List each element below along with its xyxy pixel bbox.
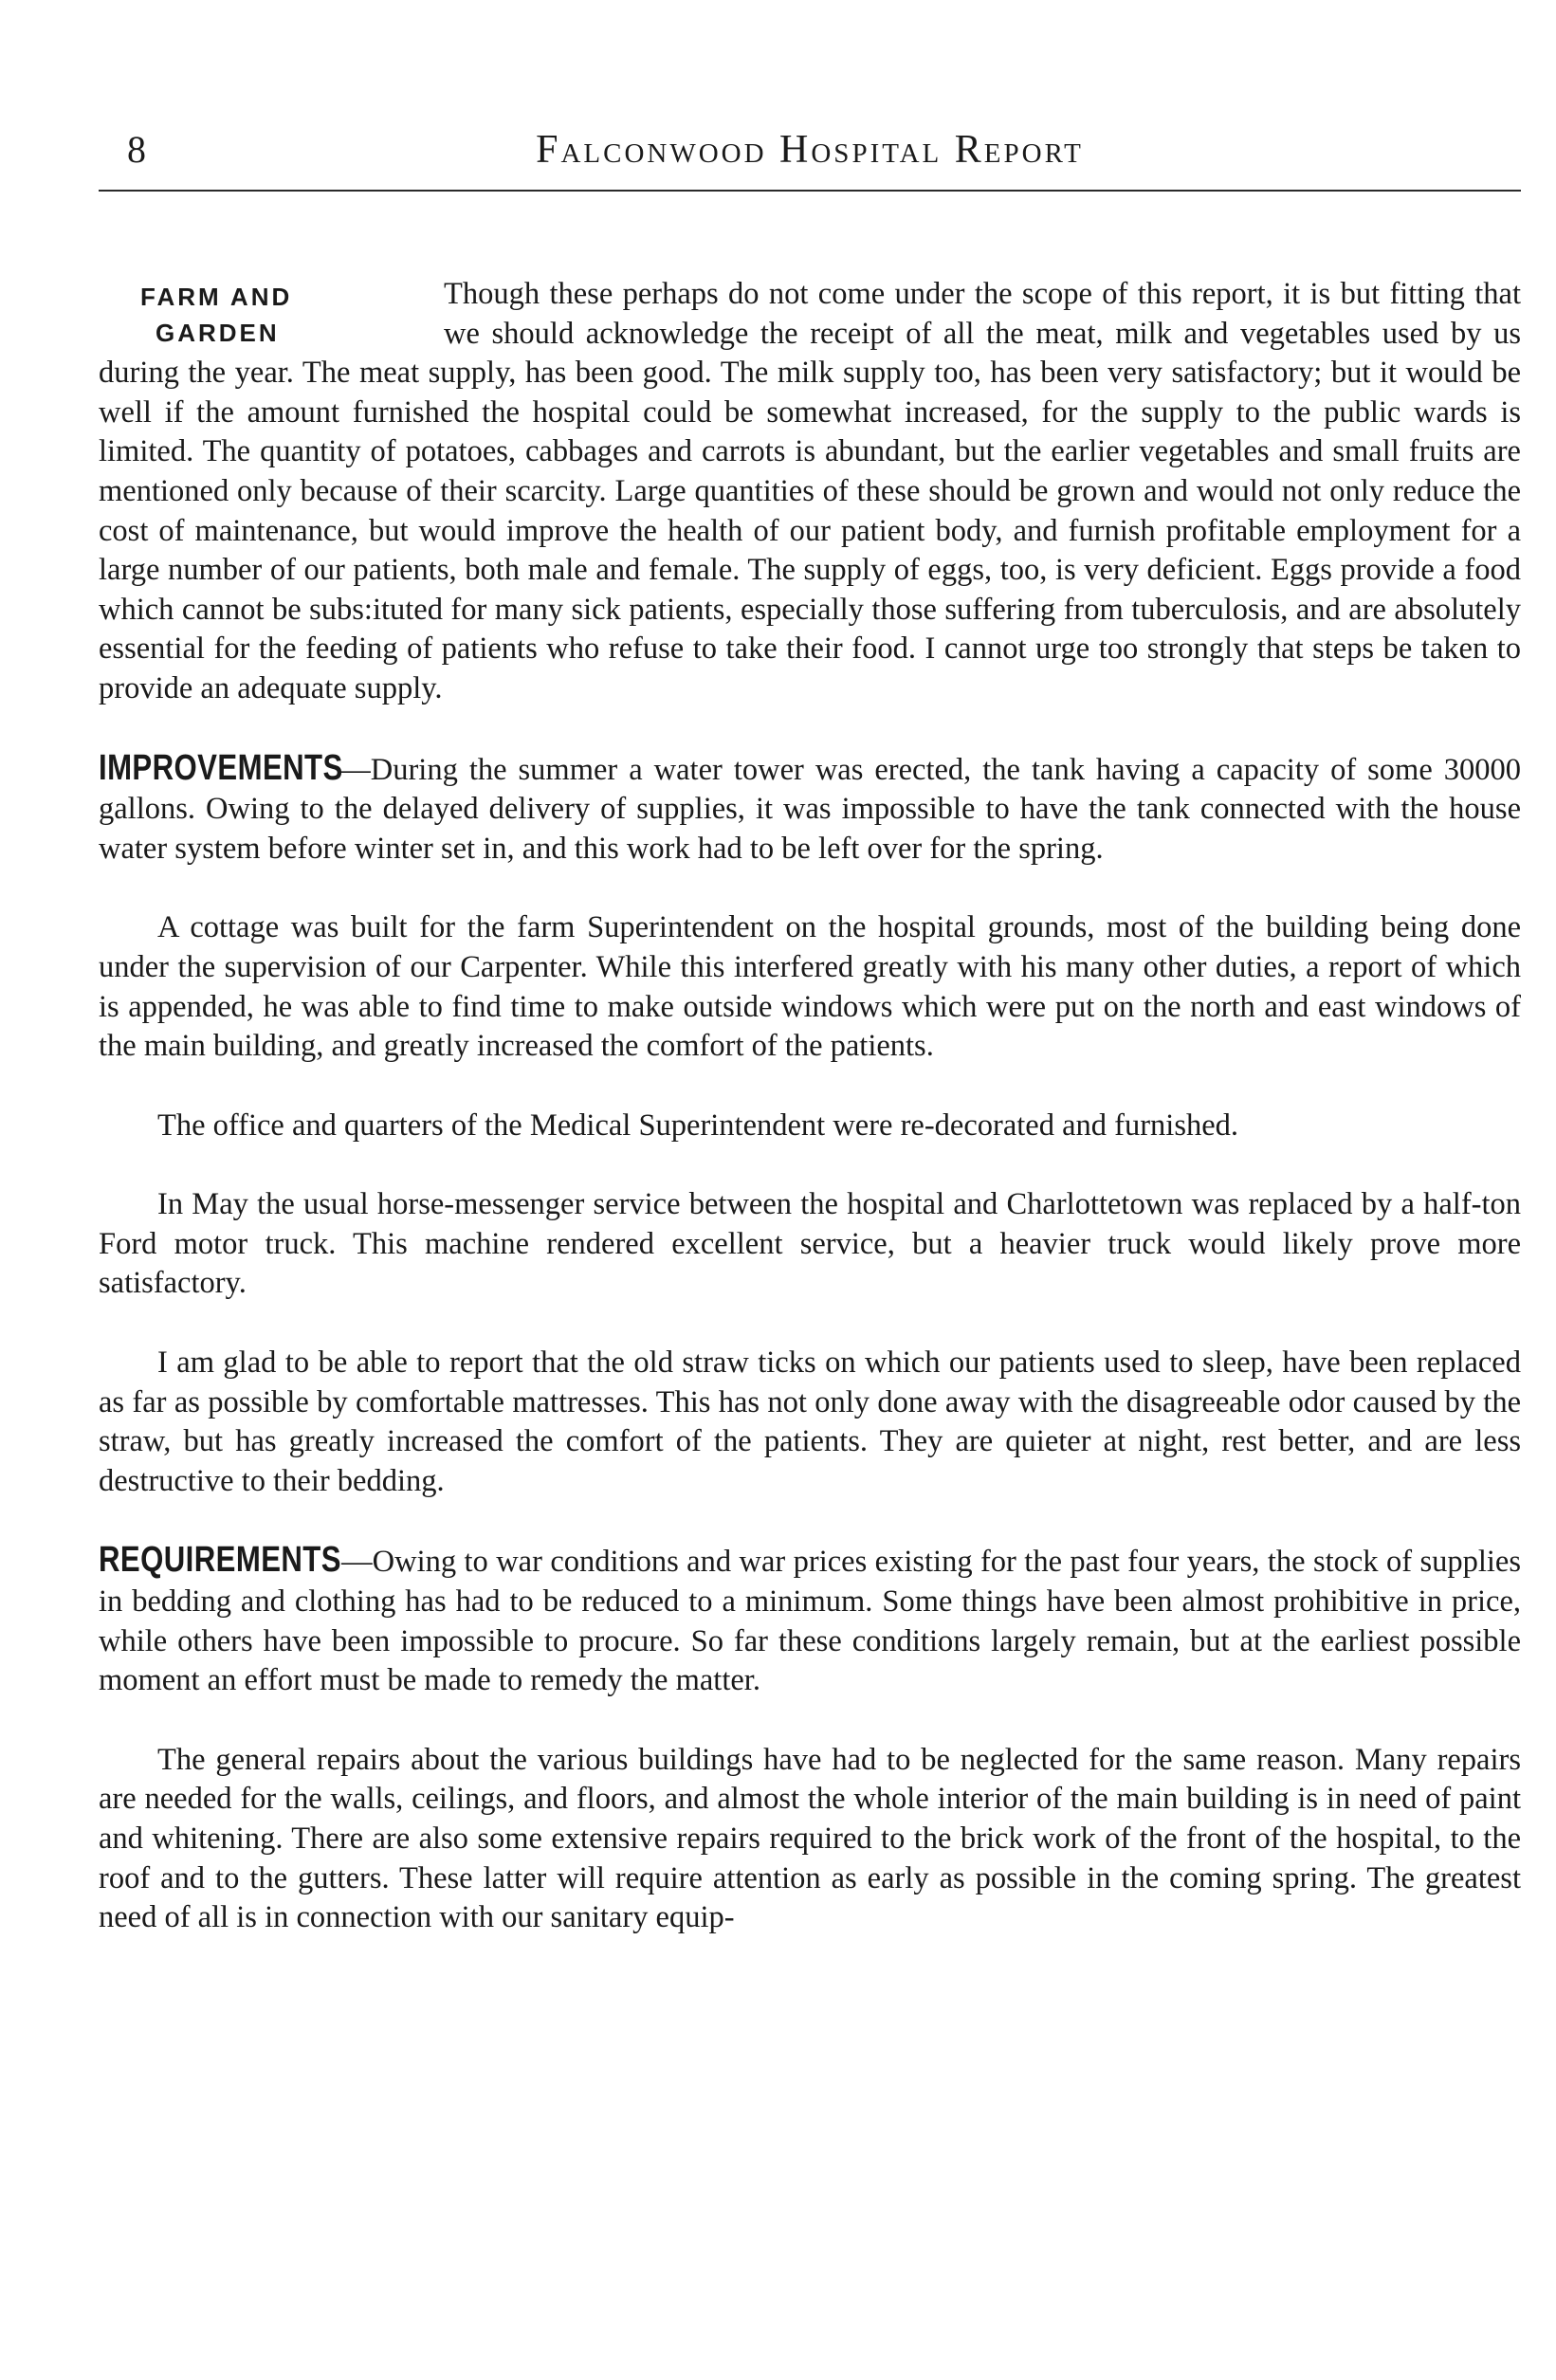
repairs-paragraph: The general repairs about the various buildings have had to be neglected for the same reason. Many repairs are needed for the walls, ceilings, and floors, and almost the whole interior of the main building is in need of paint and whitening. There are also some extensive repairs required to the brick work of the front of the hospital, to the roof and to the gutters. These latter will require attention as early as possible in the coming spring. The greatest need of all is in connection with our sanitary equip-: [99, 1742, 1521, 1935]
running-title: Falconwood Hospital Report: [536, 128, 1084, 172]
farm-garden-paragraph: Though these perhaps do not come under the scope of this report, it is but fitting that we should acknowledge the receipt of all the meat, milk and vegetables used by us during the year. The meat supply, has been good. The milk supply too, has been very satisfactory; but it would be well if the amount furnished the hospital could be somewhat increased, for the supply to the public wards is limited. The quantity of potatoes, cabbages and carrots is abundant, but the earlier vegetables and small fruits are mentioned only because of their scarcity. Large quantities of these should be grown and would not only reduce the cost of maintenance, but would improve the health of our patient body, and furnish profitable employment for a large number of our patients, both male and female. The supply of eggs, too, is very deficient. Eggs provide a food which cannot be subs:ituted for many sick patients, especially those suffering from tuberculosis, and are absolutely essential for the feeding of patients who refuse to take their food. I cannot urge too strongly that steps be taken to provide an adequate supply.: [99, 277, 1521, 705]
requirements-paragraph: [99, 1541, 1521, 1700]
requirements-heading: REQUIREMENTS: [99, 1540, 341, 1581]
improvements-section: [99, 749, 1521, 1502]
mattresses-paragraph: I am glad to be able to report that the old straw ticks on which our patients used to sleep, have been replaced as far as possible by comfortable mattresses. This has not only done away with the disagreeable odor caused by the straw, but has greatly increased the comfort of the patients. They are quieter at night, rest better, and are less destructive to their bedding.: [99, 1346, 1521, 1498]
farm-garden-section: [99, 275, 1521, 709]
page-number: 8: [127, 128, 148, 171]
farm-heading-line2: GARDEN: [156, 319, 280, 347]
office-paragraph: The office and quarters of the Medical Superintendent were re-decorated and furnished.: [157, 1108, 1239, 1143]
requirements-text: —Owing to war conditions and war prices existing for the past four years, the stock of supplies in bedding and clothing has had to be reduced to a minimum. Some things have been almost prohibitive in price, while others have been impossible to procure. So far these conditions largely remain, but at the earliest possible moment an effort must be made to remedy the matter.: [99, 1545, 1521, 1698]
page-header: [99, 112, 1521, 172]
cottage-paragraph: A cottage was built for the farm Superintendent on the hospital grounds, most of the building being done under the supervision of our Carpenter. While this interfered greatly with his many other duties, a report of which is appended, he was able to find time to make outside windows which were put on the north and east windows of the main building, and greatly increased the comfort of the patients.: [99, 910, 1521, 1064]
improvements-heading: IMPROVEMENTS: [99, 747, 343, 788]
improvements-paragraph: [99, 749, 1521, 870]
farm-garden-heading: [99, 279, 412, 351]
requirements-section: [99, 1541, 1521, 1937]
body-text: [99, 275, 1521, 1938]
header-rule: [99, 190, 1521, 192]
truck-paragraph: In May the usual horse-messenger service between the hospital and Charlottetown was replaced by a half-ton Ford motor truck. This machine rendered excellent service, but a heavier truck would likely prove more satisfactory.: [99, 1187, 1521, 1301]
improvements-text: —During the summer a water tower was erected, the tank having a capacity of some 30000 gallons. Owing to the delayed delivery of supplies, it was impossible to have the tank connected with the house water system before winter set in, and this work had to be left over for the spring.: [99, 752, 1521, 866]
farm-heading-line1: FARM AND: [140, 283, 293, 311]
